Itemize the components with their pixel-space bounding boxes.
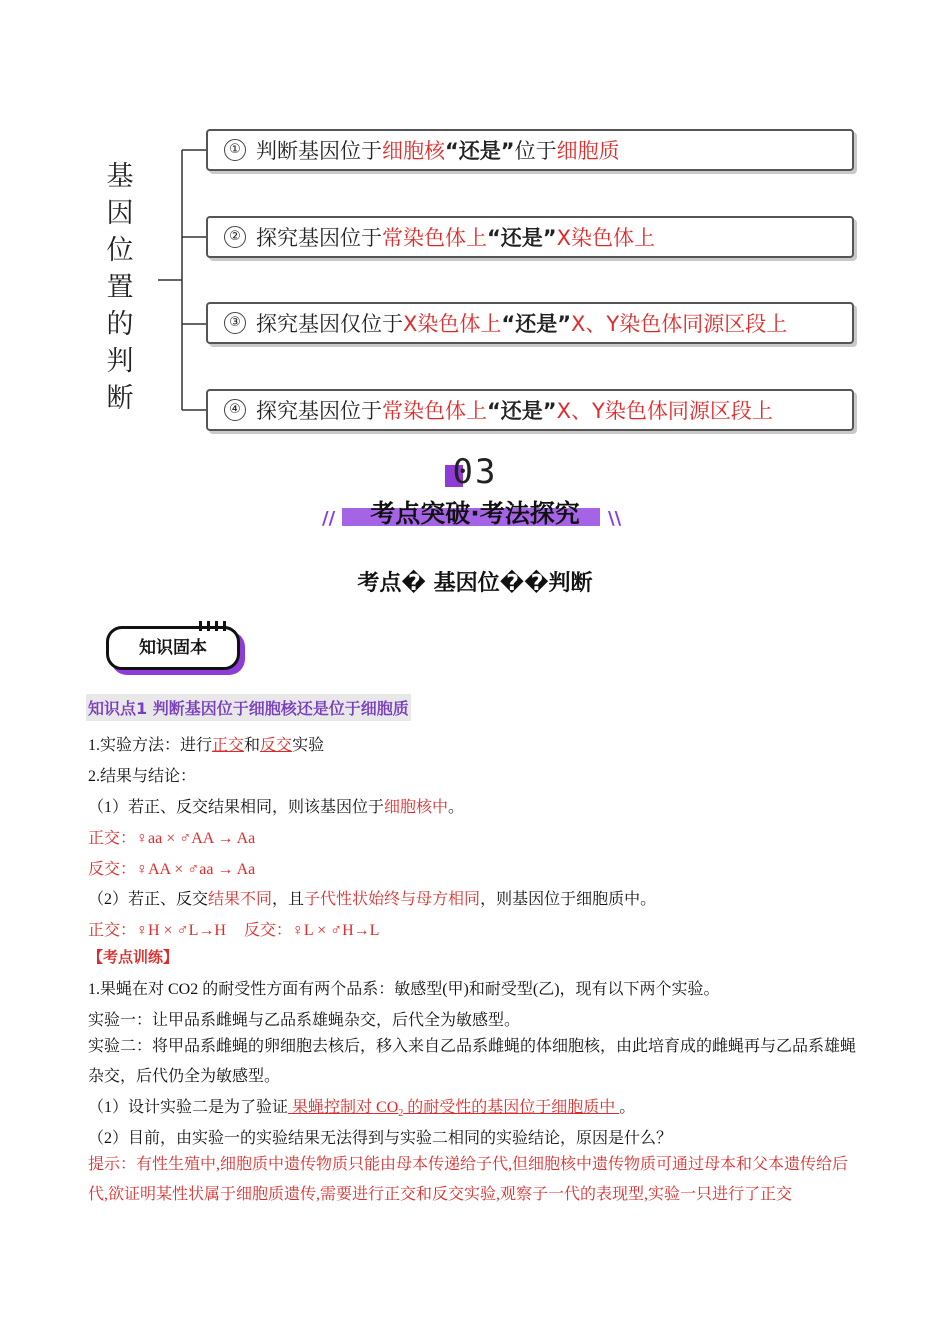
cross-forward-1: 正交：♀aa × ♂AA → Aa [88, 830, 256, 847]
section-number: 03 [452, 452, 498, 492]
item-text-part: 探究基因位于 [256, 226, 382, 250]
item-text-part: 探究基因仅位于 [256, 312, 403, 336]
result-2: （2）若正、反交结果不同，且子代性状始终与母方相同，则基因位于细胞质中。 [88, 891, 657, 908]
hint-text: 提示：有性生殖中,细胞质中遗传物质只能由母本传递给子代,但细胞核中遗传物质可通过母本和父本遗传给后代,欲证明某性状属于细胞质遗传,需要进行正交和反交实验,观察子一代的表现型,实验一只进行了正交 [88, 1156, 849, 1203]
item-text-part: 细胞质 [556, 139, 620, 163]
kaodian-title: 考点� 基因位��判断 [357, 571, 593, 596]
mindmap-item-2 [206, 216, 854, 258]
cross-pair-2: 正交：♀H × ♂L→H 反交：♀L × ♂H→L [88, 922, 380, 939]
item-text-part: X染色体上 [556, 226, 655, 250]
experiment-2: 实验二：将甲品系雌蝇的卵细胞去核后，移入来自乙品系雌蝇的体细胞核，由此培育成的雌蝇再与乙品系雄蝇杂交，后代仍全为敏感型。 [88, 1038, 857, 1085]
sub-question-1: （1）设计实验二是为了验证 果蝇控制对 $CO_2$ 的耐受性的基因位于细胞质中 。 [88, 1099, 636, 1120]
knowledge-tag-label: 知识固本 [139, 638, 207, 658]
item-text-part: 常染色体上 [382, 399, 487, 423]
item-text-part: 细胞核 [382, 139, 445, 163]
mindmap-title-char: 因 [106, 198, 134, 229]
mindmap-item-3 [206, 302, 854, 344]
mindmap-item-1 [206, 129, 854, 171]
item-text-part: 判断基因位于 [256, 139, 382, 163]
section-title: 考点突破·考法探究 [370, 499, 580, 528]
item-text-part: “还是” [445, 139, 515, 163]
item-text-part: “还是” [487, 226, 557, 250]
item-number: ① [224, 139, 246, 161]
item-text-part: 探究基因位于 [256, 399, 382, 423]
section-left-mark: // [322, 508, 336, 529]
item-number: ③ [224, 312, 246, 334]
mindmap-title-char: 的 [106, 309, 134, 340]
mindmap-title-char: 位 [106, 235, 134, 266]
item-number: ② [224, 226, 246, 248]
mindmap-title-char: 判 [106, 346, 134, 377]
knowledge-tag [106, 626, 240, 670]
question-1: 1.果蝇在对 CO2 的耐受性方面有两个品系：敏感型(甲)和耐受型(乙)，现有以下两个实验。 [88, 981, 720, 998]
item-number: ④ [224, 399, 246, 421]
cross-reverse-1: 反交：♀AA × ♂aa → Aa [88, 861, 256, 878]
item-text-part: “还是” [501, 312, 571, 336]
sub-question-2: （2）目前，由实验一的实验结果无法得到与实验二相同的实验结论，原因是什么？ [88, 1130, 673, 1147]
result-heading: 2.结果与结论： [88, 768, 197, 785]
mindmap-item-4 [206, 389, 854, 431]
mindmap-title-char: 基 [106, 161, 134, 192]
item-text-part: X、Y染色体同源区段上 [571, 312, 788, 336]
item-text-part: X、Y染色体同源区段上 [556, 399, 773, 423]
item-text-part: X染色体上 [403, 312, 502, 336]
item-text-part: “还是” [487, 399, 557, 423]
knowledge-point-heading: 知识点1 判断基因位于细胞核还是位于细胞质 [86, 694, 411, 721]
method-line: 1.实验方法：进行正交和反交实验 [88, 737, 325, 754]
section-right-mark: \\ [608, 508, 622, 529]
mindmap-title-char: 断 [106, 383, 134, 414]
mindmap-title-char: 置 [106, 272, 134, 303]
experiment-1: 实验一：让甲品系雌蝇与乙品系雄蝇杂交，后代全为敏感型。 [88, 1012, 521, 1029]
item-text-part: 位于 [514, 139, 557, 163]
training-heading: 【考点训练】 [88, 950, 179, 966]
result-1: （1）若正、反交结果相同，则该基因位于细胞核中。 [88, 799, 465, 816]
item-text-part: 常染色体上 [382, 226, 487, 250]
